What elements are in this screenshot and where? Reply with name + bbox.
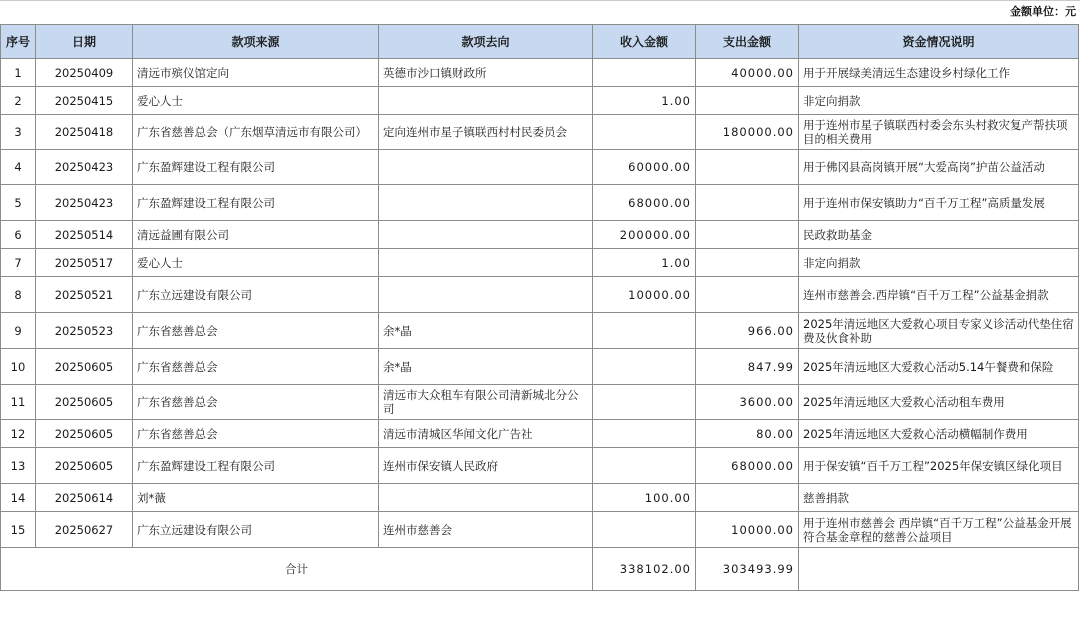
cell-destination[interactable]: 连州市保安镇人民政府 xyxy=(379,448,593,484)
table-row xyxy=(1,420,1079,448)
currency-unit-label: 金额单位：元 xyxy=(1010,5,1076,18)
cell-date[interactable]: 20250423 xyxy=(36,150,133,185)
cell-income[interactable]: 1.00 xyxy=(593,249,696,277)
cell-description[interactable]: 非定向捐款 xyxy=(799,249,1079,277)
cell-date[interactable]: 20250605 xyxy=(36,385,133,420)
cell-income[interactable] xyxy=(593,385,696,420)
cell-date[interactable]: 20250415 xyxy=(36,87,133,115)
cell-no[interactable]: 11 xyxy=(1,385,36,420)
cell-no[interactable]: 13 xyxy=(1,448,36,484)
cell-description[interactable]: 用于保安镇“百千万工程”2025年保安镇区绿化项目 xyxy=(799,448,1079,484)
cell-expense[interactable]: 966.00 xyxy=(696,313,799,349)
cell-description[interactable]: 2025年清远地区大爱救心活动租车费用 xyxy=(799,385,1079,420)
cell-source[interactable]: 广东立远建设有限公司 xyxy=(133,512,379,548)
cell-description[interactable]: 2025年清远地区大爱救心活动5.14午餐费和保险 xyxy=(799,349,1079,385)
cell-date[interactable]: 20250605 xyxy=(36,448,133,484)
cell-date[interactable]: 20250521 xyxy=(36,277,133,313)
cell-no[interactable]: 7 xyxy=(1,249,36,277)
cell-income[interactable] xyxy=(593,420,696,448)
cell-destination[interactable] xyxy=(379,277,593,313)
cell-expense[interactable]: 180000.00 xyxy=(696,115,799,150)
table-row xyxy=(1,277,1079,313)
cell-date[interactable]: 20250418 xyxy=(36,115,133,150)
cell-expense[interactable] xyxy=(696,150,799,185)
cell-income[interactable] xyxy=(593,313,696,349)
cell-expense[interactable] xyxy=(696,221,799,249)
cell-source[interactable]: 刘*薇 xyxy=(133,484,379,512)
cell-no[interactable]: 15 xyxy=(1,512,36,548)
cell-description[interactable]: 2025年清远地区大爱救心活动横幅制作费用 xyxy=(799,420,1079,448)
cell-date[interactable]: 20250514 xyxy=(36,221,133,249)
total-income[interactable]: 338102.00 xyxy=(593,548,696,591)
cell-expense[interactable] xyxy=(696,277,799,313)
cell-income[interactable] xyxy=(593,512,696,548)
cell-no[interactable]: 8 xyxy=(1,277,36,313)
cell-expense[interactable]: 68000.00 xyxy=(696,448,799,484)
cell-date[interactable]: 20250605 xyxy=(36,349,133,385)
cell-destination[interactable] xyxy=(379,484,593,512)
cell-destination[interactable]: 余*晶 xyxy=(379,313,593,349)
cell-source[interactable]: 广东立远建设有限公司 xyxy=(133,277,379,313)
cell-date[interactable]: 20250523 xyxy=(36,313,133,349)
column-header-expense[interactable]: 支出金额 xyxy=(696,25,799,59)
column-header-date[interactable]: 日期 xyxy=(36,25,133,59)
table-row xyxy=(1,59,1079,87)
cell-description[interactable]: 用于连州市保安镇助力“百千万工程”高质量发展 xyxy=(799,185,1079,221)
cell-income[interactable] xyxy=(593,448,696,484)
cell-source[interactable]: 广东省慈善总会 xyxy=(133,349,379,385)
table-header-row xyxy=(1,25,1079,59)
column-header-description[interactable]: 资金情况说明 xyxy=(799,25,1079,59)
cell-no[interactable]: 10 xyxy=(1,349,36,385)
cell-destination[interactable]: 清远市大众租车有限公司清新城北分公司 xyxy=(379,385,593,420)
table-row xyxy=(1,249,1079,277)
sheet-top-border xyxy=(0,0,1080,1)
cell-source[interactable]: 清远市殡仪馆定向 xyxy=(133,59,379,87)
cell-date[interactable]: 20250517 xyxy=(36,249,133,277)
cell-destination[interactable]: 余*晶 xyxy=(379,349,593,385)
cell-description[interactable]: 非定向捐款 xyxy=(799,87,1079,115)
cell-description[interactable]: 连州市慈善会.西岸镇“百千万工程”公益基金捐款 xyxy=(799,277,1079,313)
cell-source[interactable]: 爱心人士 xyxy=(133,87,379,115)
cell-description[interactable]: 用于连州市慈善会 西岸镇“百千万工程”公益基金开展符合基金章程的慈善公益项目 xyxy=(799,512,1079,548)
cell-date[interactable]: 20250614 xyxy=(36,484,133,512)
cell-income[interactable]: 100.00 xyxy=(593,484,696,512)
cell-destination[interactable] xyxy=(379,185,593,221)
cell-source[interactable]: 爱心人士 xyxy=(133,249,379,277)
table-row xyxy=(1,185,1079,221)
table-row xyxy=(1,313,1079,349)
cell-description[interactable]: 用于开展绿美清远生态建设乡村绿化工作 xyxy=(799,59,1079,87)
cell-no[interactable]: 4 xyxy=(1,150,36,185)
table-row xyxy=(1,87,1079,115)
cell-source[interactable]: 广东盈辉建设工程有限公司 xyxy=(133,185,379,221)
cell-no[interactable]: 9 xyxy=(1,313,36,349)
cell-source[interactable]: 广东盈辉建设工程有限公司 xyxy=(133,150,379,185)
cell-no[interactable]: 14 xyxy=(1,484,36,512)
cell-source[interactable]: 广东省慈善总会 xyxy=(133,313,379,349)
cell-no[interactable]: 2 xyxy=(1,87,36,115)
table-row xyxy=(1,221,1079,249)
table-row xyxy=(1,349,1079,385)
cell-destination[interactable]: 清远市清城区华闻文化广告社 xyxy=(379,420,593,448)
table-row xyxy=(1,512,1079,548)
cell-no[interactable]: 6 xyxy=(1,221,36,249)
total-row xyxy=(1,548,1079,591)
cell-date[interactable]: 20250409 xyxy=(36,59,133,87)
cell-income[interactable] xyxy=(593,115,696,150)
cell-income[interactable]: 68000.00 xyxy=(593,185,696,221)
cell-description[interactable]: 2025年清远地区大爱救心项目专家义诊活动代垫住宿费及伙食补助 xyxy=(799,313,1079,349)
cell-income[interactable] xyxy=(593,59,696,87)
cell-income[interactable]: 10000.00 xyxy=(593,277,696,313)
table-body xyxy=(1,59,1079,591)
cell-destination[interactable]: 定向连州市星子镇联西村村民委员会 xyxy=(379,115,593,150)
column-header-destination[interactable]: 款项去向 xyxy=(379,25,593,59)
total-expense[interactable]: 303493.99 xyxy=(696,548,799,591)
cell-destination[interactable]: 连州市慈善会 xyxy=(379,512,593,548)
column-header-income[interactable]: 收入金额 xyxy=(593,25,696,59)
cell-description[interactable]: 民政救助基金 xyxy=(799,221,1079,249)
table-row xyxy=(1,385,1079,420)
table-row xyxy=(1,448,1079,484)
cell-expense[interactable]: 10000.00 xyxy=(696,512,799,548)
column-header-source[interactable]: 款项来源 xyxy=(133,25,379,59)
total-description[interactable] xyxy=(799,548,1079,591)
cell-expense[interactable] xyxy=(696,185,799,221)
cell-no[interactable]: 5 xyxy=(1,185,36,221)
cell-expense[interactable] xyxy=(696,484,799,512)
cell-no[interactable]: 12 xyxy=(1,420,36,448)
cell-date[interactable]: 20250423 xyxy=(36,185,133,221)
column-header-no[interactable]: 序号 xyxy=(1,25,36,59)
cell-expense[interactable] xyxy=(696,249,799,277)
cell-income[interactable] xyxy=(593,349,696,385)
cell-source[interactable]: 广东省慈善总会（广东烟草清远市有限公司） xyxy=(133,115,379,150)
total-label[interactable]: 合计 xyxy=(1,548,593,591)
cell-expense[interactable]: 847.99 xyxy=(696,349,799,385)
table-row xyxy=(1,484,1079,512)
cell-date[interactable]: 20250627 xyxy=(36,512,133,548)
cell-source[interactable]: 清远益圃有限公司 xyxy=(133,221,379,249)
cell-income[interactable]: 1.00 xyxy=(593,87,696,115)
cell-description[interactable]: 用于佛冈县高岗镇开展“大爱高岗”护苗公益活动 xyxy=(799,150,1079,185)
cell-expense[interactable]: 40000.00 xyxy=(696,59,799,87)
cell-expense[interactable]: 3600.00 xyxy=(696,385,799,420)
cell-description[interactable]: 用于连州市星子镇联西村委会东头村救灾复产帮扶项目的相关费用 xyxy=(799,115,1079,150)
cell-no[interactable]: 3 xyxy=(1,115,36,150)
cell-no[interactable]: 1 xyxy=(1,59,36,87)
donation-ledger-table xyxy=(0,24,1079,591)
cell-source[interactable]: 广东盈辉建设工程有限公司 xyxy=(133,448,379,484)
cell-date[interactable]: 20250605 xyxy=(36,420,133,448)
cell-destination[interactable]: 英德市沙口镇财政所 xyxy=(379,59,593,87)
cell-destination[interactable] xyxy=(379,221,593,249)
cell-income[interactable]: 60000.00 xyxy=(593,150,696,185)
cell-source[interactable]: 广东省慈善总会 xyxy=(133,420,379,448)
cell-destination[interactable] xyxy=(379,150,593,185)
table-row xyxy=(1,150,1079,185)
cell-expense[interactable] xyxy=(696,87,799,115)
cell-income[interactable]: 200000.00 xyxy=(593,221,696,249)
table-row xyxy=(1,115,1079,150)
cell-expense[interactable]: 80.00 xyxy=(696,420,799,448)
cell-description[interactable]: 慈善捐款 xyxy=(799,484,1079,512)
cell-destination[interactable] xyxy=(379,87,593,115)
cell-source[interactable]: 广东省慈善总会 xyxy=(133,385,379,420)
cell-destination[interactable] xyxy=(379,249,593,277)
